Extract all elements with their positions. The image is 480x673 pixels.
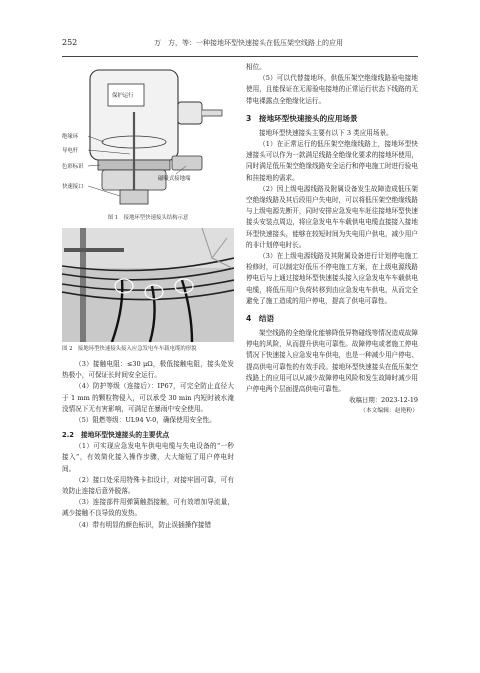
- right-paragraph-4: （2）因上级电源线路及附属设备发生故障造成低压架空绝缘线路及其后段用户失电时，可以将低压架空绝缘线路与上级电源先断开，同时安排应急发电车赶往接地环型快速接头安装点周边，将应急发电车车载供电电缆直接接入接地环型快速接头，能够在较短时间为失电用户供电，减少用户的非计划停电时长。: [246, 184, 418, 249]
- left-paragraph-3: （5）阻燃等级：UL94 V-0，确保使用安全性。: [75, 416, 216, 425]
- left-paragraph-7: （4）带有明显的颜色标识，防止误插操作接错: [75, 520, 212, 529]
- section-3-heading: 3 接地环型快速接头的应用场景: [246, 113, 358, 123]
- label-ring: 绝缘环: [62, 134, 79, 140]
- label-color-mark: 色彩标识: [62, 164, 84, 170]
- figure-2-caption: 图 2 接地环型快速接头接入应急发电车车载电缆的形貌: [62, 346, 197, 352]
- right-paragraph-6: 架空线路的全绝缘化能够降低异物碰线等情况造成故障停电的风险，从而提升供电可靠性。故障停电或者施工停电情况下快速接入应急发电车供电，也是一种减少用户停电、提高供电可靠性的有效手段。接地环型快速接头在低压架空线路上的应用可以从减少故障停电风险和发生故障时减少用户停电两个层面提高供电可靠性。: [246, 329, 418, 394]
- overhead-line-photo: [62, 228, 234, 342]
- left-paragraph-1: （3）接触电阻：≤30 μΩ，极低接触电阻，接头处发热极小，可保证长时间安全运行。: [62, 360, 234, 380]
- header-rule: [62, 56, 418, 57]
- received-date: 收稿日期：2023-12-19: [349, 396, 418, 405]
- right-paragraph-0: 相位。: [246, 63, 266, 71]
- label-conductor: 导电杆: [62, 148, 79, 154]
- figure-1-caption: 图 1 接地环型快速接头结构示意: [107, 215, 189, 221]
- section-4-heading: 4 结语: [246, 314, 275, 324]
- label-quick-port: 快速接口: [62, 184, 84, 190]
- left-paragraph-4: （1）可实现应急发电车供电电缆与失电设备的“一秒接入”，有效简化接入操作步骤，大大缩短了用户停电时间。: [62, 442, 234, 473]
- left-paragraph-6: （3）连接部件用弹簧触指接触，可有效增加导流量，减少接触不良导致的发热。: [62, 498, 234, 518]
- connector-diagram: [62, 62, 234, 212]
- figure-2-photo: [62, 228, 234, 342]
- running-header: [62, 38, 418, 52]
- right-paragraph-3: （1）在正常运行的低压架空绝缘线路上，接地环型快速接头可以作为一款满足线路全绝缘化要求的接地环使用，同时满足低压架空绝缘线路安全运行和停电施工时进行验电和挂接地的需求。: [246, 140, 418, 182]
- right-column: [246, 62, 418, 417]
- right-paragraph-2: 接地环型快速接头主要有以下 3 类应用场景。: [259, 128, 393, 137]
- editor-note: （本文编辑：赵艳粉）: [360, 408, 418, 415]
- label-magnetic-base: 磁吸式接地端: [158, 176, 191, 182]
- figure-1: [62, 62, 234, 212]
- label-housing: 保护运行: [112, 93, 134, 99]
- running-title: 万 方，等：一种接地环型快速接头在低压架空线路上的应用: [154, 39, 343, 47]
- left-paragraph-2: （4）防护等级（连接后）：IP67，可完全防止直径大于 1 mm 的颗粒物侵入，可以承受 30 min 内短时被水淹没情况下无有害影响，可满足在暴雨中安全使用。: [62, 382, 234, 413]
- left-column: [62, 62, 234, 531]
- page-number: 252: [62, 38, 78, 47]
- left-paragraph-5: （2）接口处采用特殊卡扣设计，对接牢固可靠，可有效防止连接后意外脱落。: [62, 475, 234, 496]
- right-paragraph-5: （3）在上级电源线路及其附属设备进行计划停电施工检修时，可以制定好低压不停电施工方案，在上级电源线路停电后与上通过接地环型快速接头接入应急发电车车载供电电缆，将低压用户负荷转移到由应急发电车供电，从而完全避免了施工造成的用户停电，提高了供电可靠性。: [246, 252, 418, 305]
- right-paragraph-1: （5）可以代替接地环，供低压架空绝缘线路验电接地使用，且能保证在无需验电接地的正常运行状态下线路的无带电裸露点全绝缘化运行。: [246, 74, 418, 105]
- section-2-2-heading: 2.2 接地环型快速接头的主要优点: [62, 431, 170, 440]
